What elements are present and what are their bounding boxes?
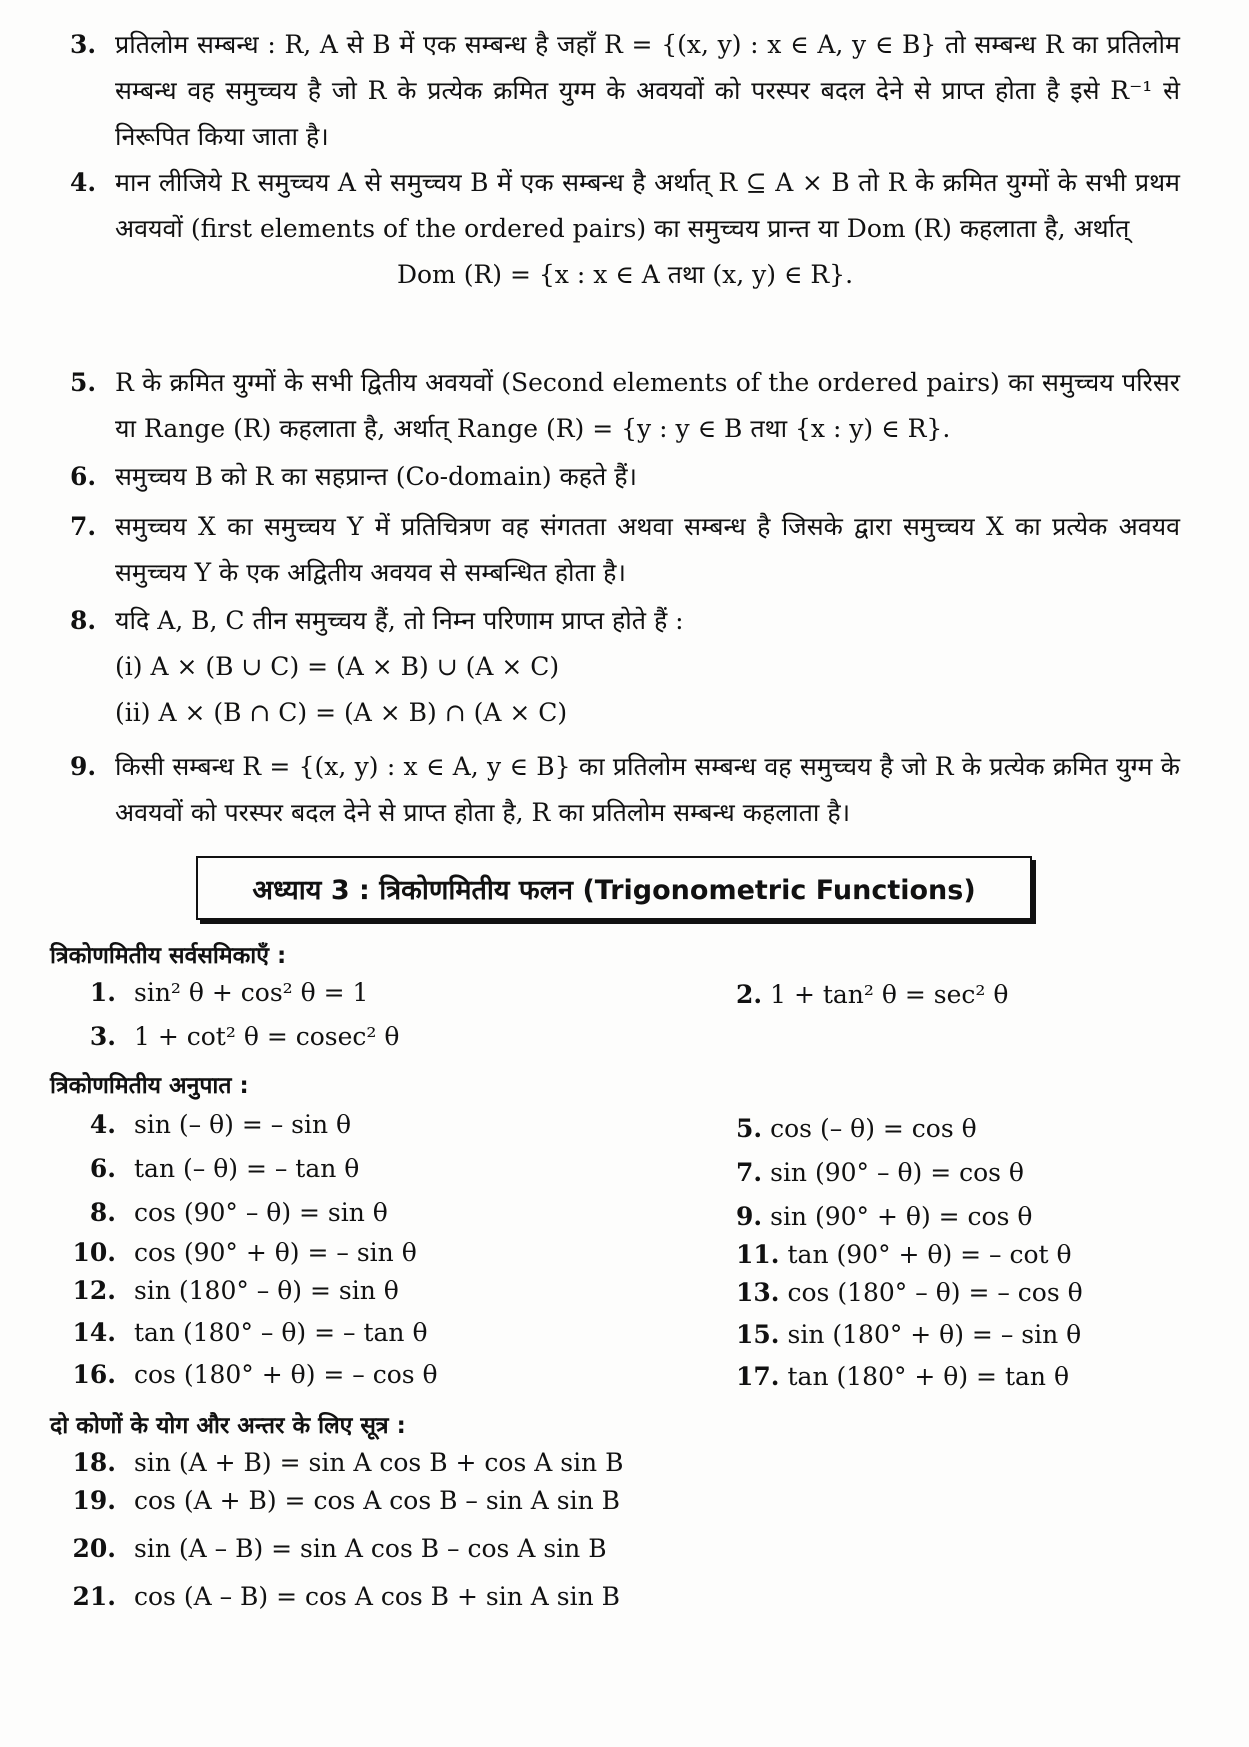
formula-number: 12. [72, 1276, 116, 1305]
formula-expr: cos (90° – θ) = sin θ [134, 1198, 388, 1227]
formula-number: 20. [72, 1534, 116, 1563]
formula-number: 3. [89, 1022, 116, 1051]
formula-number: 19. [72, 1486, 116, 1515]
formula-expr: sin (A + B) = sin A cos B + cos A sin B [134, 1448, 624, 1477]
formula-number: 17. [736, 1362, 780, 1391]
formula [736, 1202, 1032, 1231]
list-item [70, 598, 1180, 736]
formula-expr: cos (90° + θ) = – sin θ [134, 1238, 417, 1267]
formula-number: 8. [89, 1198, 116, 1227]
item-number: 7. [70, 512, 97, 541]
formula-number: 2. [736, 980, 763, 1009]
item-number: 3. [70, 30, 97, 59]
section-heading-identities: त्रिकोणमितीय सर्वसमिकाएँ : [50, 943, 287, 969]
item-number: 6. [70, 462, 97, 491]
formula [60, 1448, 623, 1477]
formula [736, 1362, 1069, 1391]
formula-number: 18. [72, 1448, 116, 1477]
formula [60, 1110, 351, 1139]
formula [736, 980, 1008, 1009]
formula [60, 1154, 359, 1183]
formula [60, 1582, 620, 1611]
item-number: 5. [70, 368, 97, 397]
formula-expr: sin (– θ) = – sin θ [134, 1110, 352, 1139]
item-number: 9. [70, 752, 97, 781]
sub-result: (ii) A × (B ∩ C) = (A × B) ∩ (A × C) [115, 698, 568, 727]
item-text: समुच्चय B को R का सहप्रान्त (Co-domain) कहते हैं। [115, 462, 637, 491]
formula-number: 7. [736, 1158, 763, 1187]
dom-equation: Dom (R) = {x : x ∈ A तथा (x, y) ∈ R}. [396, 260, 854, 289]
list-item [70, 454, 1180, 500]
formula-expr: cos (180° – θ) = – cos θ [787, 1278, 1083, 1307]
formula [60, 1534, 607, 1563]
item-number: 8. [70, 606, 97, 635]
formula-number: 16. [72, 1360, 116, 1389]
formula-expr: sin (A – B) = sin A cos B – cos A sin B [134, 1534, 607, 1563]
item-text: किसी सम्बन्ध R = {(x, y) : x ∈ A, y ∈ B} का प्रतिलोम सम्बन्ध वह समुच्चय है जो R के प्रत्येक क्रमित युग्म के अवयवों को परस्पर बदल देने से प्राप्त होता है, R का प्रतिलोम सम्बन्ध कहलाता है। [115, 752, 1180, 827]
formula-expr: sin² θ + cos² θ = 1 [134, 978, 369, 1007]
item-text: R के क्रमित युग्मों के सभी द्वितीय अवयवों (Second elements of the ordered pairs) का समुच्चय परिसर या Range (R) कहलाता है, अर्थात् Range (R) = {y : y ∈ B तथा {x : y) ∈ R}. [115, 368, 1180, 443]
list-item [70, 504, 1180, 596]
item-text: समुच्चय X का समुच्चय Y में प्रतिचित्रण वह संगतता अथवा सम्बन्ध है जिसके द्वारा समुच्चय X का प्रत्येक अवयव समुच्चय Y के एक अद्वितीय अवयव से सम्बन्धित होता है। [115, 512, 1180, 587]
formula [60, 978, 368, 1007]
formula-expr: tan (90° + θ) = – cot θ [787, 1240, 1072, 1269]
formula [60, 1022, 399, 1051]
formula-expr: 1 + cot² θ = cosec² θ [134, 1022, 400, 1051]
formula-number: 15. [736, 1320, 780, 1349]
formula [60, 1486, 620, 1515]
formula-number: 1. [89, 978, 116, 1007]
formula-expr: sin (90° – θ) = cos θ [770, 1158, 1024, 1187]
formula [736, 1114, 977, 1143]
formula-number: 9. [736, 1202, 763, 1231]
formula-expr: cos (A – B) = cos A cos B + sin A sin B [134, 1582, 620, 1611]
list-item [70, 22, 1180, 160]
formula-number: 4. [89, 1110, 116, 1139]
formula [736, 1240, 1072, 1269]
item-text: यदि A, B, C तीन समुच्चय हैं, तो निम्न परिणाम प्राप्त होते हैं : [115, 606, 684, 635]
list-item [70, 360, 1180, 452]
formula-number: 14. [72, 1318, 116, 1347]
formula-expr: sin (90° + θ) = cos θ [770, 1202, 1033, 1231]
formula-expr: tan (– θ) = – tan θ [134, 1154, 360, 1183]
formula-expr: cos (180° + θ) = – cos θ [134, 1360, 438, 1389]
formula [736, 1278, 1083, 1307]
section-heading-ratios: त्रिकोणमितीय अनुपात : [50, 1073, 249, 1099]
formula-number: 6. [89, 1154, 116, 1183]
formula-expr: tan (180° – θ) = – tan θ [134, 1318, 428, 1347]
item-number: 4. [70, 168, 97, 197]
formula-expr: 1 + tan² θ = sec² θ [770, 980, 1009, 1009]
formula [60, 1198, 388, 1227]
formula [60, 1318, 428, 1347]
formula-expr: sin (180° – θ) = sin θ [134, 1276, 399, 1305]
formula-number: 13. [736, 1278, 780, 1307]
sub-result: (i) A × (B ∪ C) = (A × B) ∪ (A × C) [115, 652, 560, 681]
formula-expr: cos (A + B) = cos A cos B – sin A sin B [134, 1486, 620, 1515]
formula-number: 5. [736, 1114, 763, 1143]
formula-number: 11. [736, 1240, 780, 1269]
formula [60, 1238, 417, 1267]
formula-expr: sin (180° + θ) = – sin θ [787, 1320, 1082, 1349]
section-heading-sum-diff: दो कोणों के योग और अन्तर के लिए सूत्र : [50, 1413, 406, 1439]
formula-expr: cos (– θ) = cos θ [770, 1114, 977, 1143]
formula-expr: tan (180° + θ) = tan θ [787, 1362, 1070, 1391]
list-item [70, 744, 1180, 836]
item-text: मान लीजिये R समुच्चय A से समुच्चय B में एक सम्बन्ध है अर्थात् R ⊆ A × B तो R के क्रमित युग्मों के सभी प्रथम अवयवों (first elements of the ordered pairs) का समुच्चय प्रान्त या Dom (R) कहलाता है, अर्थात् [115, 168, 1180, 243]
formula-number: 10. [72, 1238, 116, 1267]
chapter-title: अध्याय 3 : त्रिकोणमितीय फलन (Trigonometric Functions) [196, 856, 1032, 920]
item-text: प्रतिलोम सम्बन्ध : R, A से B में एक सम्बन्ध है जहाँ R = {(x, y) : x ∈ A, y ∈ B} तो सम्बन्ध R का प्रतिलोम सम्बन्ध वह समुच्चय है जो R के प्रत्येक क्रमित युग्म के अवयवों को परस्पर बदल देने से प्राप्त होता है इसे R⁻¹ से निरूपित किया जाता है। [115, 30, 1180, 151]
formula [60, 1360, 438, 1389]
formula [736, 1158, 1024, 1187]
formula-number: 21. [72, 1582, 116, 1611]
list-item [70, 160, 1180, 298]
formula [736, 1320, 1081, 1349]
formula [60, 1276, 399, 1305]
